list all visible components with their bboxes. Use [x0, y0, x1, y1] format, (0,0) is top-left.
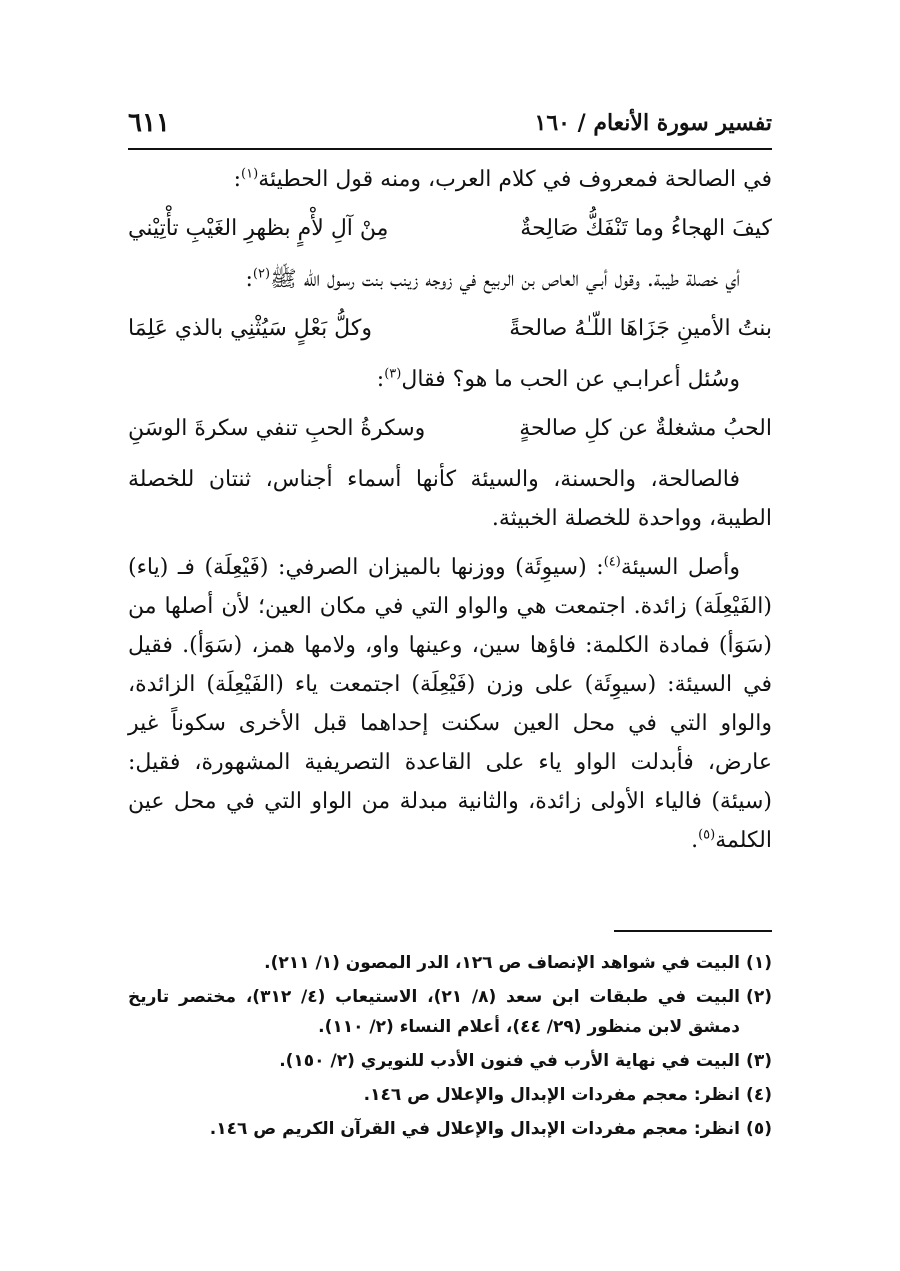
footnote-text: البيت في طبقات ابن سعد (٨/ ٢١)، الاستيعاب (٤/ ٣١٢)، مختصر تاريخ دمشق لابن منظور (٢٩/ ٤٤)، أعلام النساء (٢/ ١١٠).: [128, 987, 741, 1037]
footnote-ref-4: (٤): [603, 554, 621, 570]
footnote-separator: [614, 930, 772, 932]
main-text: [128, 160, 772, 870]
footnote-text: البيت في نهاية الأرب في فنون الأدب للنويري (٢/ ١٥٠).: [279, 1051, 740, 1071]
page-number: ٦١١: [128, 108, 170, 138]
footnote-number: (٤): [746, 1085, 772, 1105]
verse-1-first-hemistich: كيفَ الهجاءُ وما تَنْفَكُّ صَالِحةٌ: [520, 216, 772, 241]
footnote-text: انظر: معجم مفردات الإبدال والإعلال في القرآن الكريم ص ١٤٦.: [209, 1119, 740, 1139]
running-title: تفسير سورة الأنعام / ١٦٠: [534, 110, 772, 136]
paragraph-4: فالصالحة، والحسنة، والسيئة كأنها أسماء أجناس، ثنتان للخصلة الطيبة، وواحدة للخصلة الخبيثة.: [128, 467, 772, 531]
footnote-ref-5: (٥): [698, 827, 716, 843]
footnote: [128, 982, 772, 1042]
verse-2: [128, 309, 772, 348]
footnote-number: (٥): [746, 1119, 772, 1139]
paragraph-5: وأصل السيئة$^{(٤)}$: (سيوِئَة) ووزنها بالميزان الصرفي: (فَيْعِلَة) فـ (ياء) (الفَيْعِلَة) زائدة. اجتمعت هي والواو التي في مكان العين؛ لأن أصلها من (سَوَأ) فمادة الكلمة: فاؤها سين، وعينها واو، ولامها همز، (سَوَأ). فقيل في السيئة: (سيوِئَة) على وزن (فَيْعِلَة) اجتمعت ياء (الفَيْعِلَة) الزائدة، والواو التي في محل العين سكنت إحداهما قبل الأخرى سكوناً غير عارض، فأبدلت الواو ياء على القاعدة التصريفية المشهورة، فقيل: (سيئة) فالياء الأولى زائدة، والثانية مبدلة من الواو التي في محل عين الكلمة$^{(٥)}$.: [128, 554, 772, 853]
footnote: [128, 1080, 772, 1110]
footnote-text: انظر: معجم مفردات الإبدال والإعلال ص ١٤٦.: [363, 1085, 740, 1105]
running-header: [128, 104, 772, 144]
paragraph-2: أي خصلة طيبة. وقول أبـي العاص بن الربيع في زوجه زينب بنت رسول الله ﷺ$^{(٢)}$:: [245, 266, 740, 292]
footnote: [128, 948, 772, 978]
footnote-text: البيت في شواهد الإنصاف ص ١٢٦، الدر المصون (١/ ٢١١).: [264, 953, 740, 973]
paragraph-3: وسُئل أعرابـي عن الحب ما هو؟ فقال$^{(٣)}$:: [376, 366, 740, 392]
verse-2-first-hemistich: بنتُ الأمينِ جَزَاهَا اللّـٰهُ صالحةً: [509, 316, 772, 341]
verse-3: [128, 409, 772, 448]
verse-3-second-hemistich: وسكرةُ الحبِ تنفي سكرةَ الوسَنِ: [128, 416, 426, 441]
footnote-ref-2: (٢): [252, 266, 271, 282]
footnote-ref-3: (٣): [384, 366, 402, 382]
verse-2-second-hemistich: وكلُّ بَعْلٍ سَيُثْنِي بالذي عَلِمَا: [128, 316, 372, 341]
footnotes: [128, 948, 772, 1148]
footnote-number: (٣): [746, 1051, 772, 1071]
footnote: [128, 1114, 772, 1144]
verse-3-first-hemistich: الحبُ مشغلةٌ عن كلِ صالحةٍ: [519, 416, 772, 441]
footnote: [128, 1046, 772, 1076]
verse-1: [128, 209, 772, 248]
paragraph-1: في الصالحة فمعروف في كلام العرب، ومنه قول الحطيئة$^{(١)}$:: [233, 166, 772, 192]
header-rule: [128, 148, 772, 150]
footnote-number: (١): [746, 953, 772, 973]
footnote-ref-1: (١): [241, 166, 259, 182]
verse-1-second-hemistich: مِنْ آلِ لأْمٍ بظهرِ الغَيْبِ تأْتِيْني: [128, 216, 389, 241]
footnote-number: (٢): [746, 987, 772, 1007]
